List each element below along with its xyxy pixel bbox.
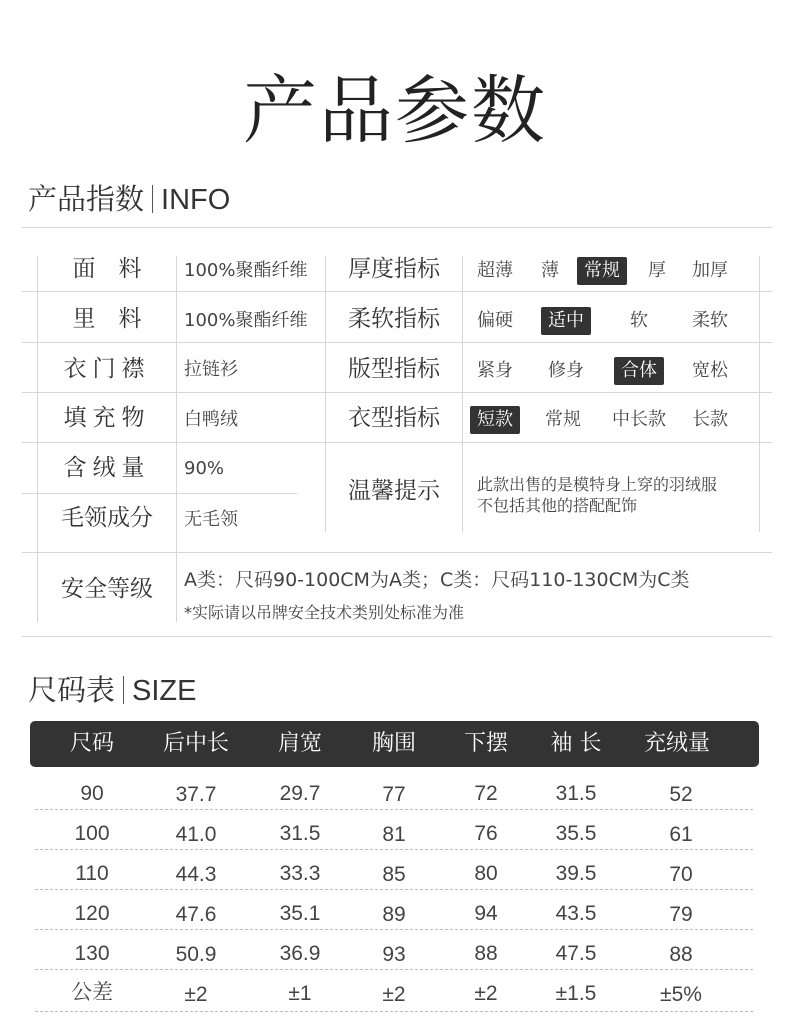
placket-value: 拉链衫 — [184, 359, 238, 380]
table-cell: 29.7 — [279, 782, 321, 805]
softness-option-selected: 适中 — [541, 307, 591, 335]
table-cell: 31.5 — [279, 822, 321, 845]
row-divider — [35, 849, 753, 850]
table-cell: 47.5 — [555, 942, 597, 965]
length-label: 衣型指标 — [348, 405, 440, 431]
size-heading-en: SIZE — [132, 675, 197, 707]
table-cell: 90 — [80, 782, 104, 805]
row-divider — [35, 809, 753, 810]
softness-label: 柔软指标 — [348, 306, 440, 332]
table-border-bottom — [22, 636, 772, 637]
row-divider — [35, 929, 753, 930]
table-cell: 公差 — [71, 981, 113, 1004]
size-section-heading — [28, 672, 196, 709]
collar-label: 毛领成分 — [61, 505, 153, 531]
thickness-option: 厚 — [648, 260, 666, 281]
filling-label: 填充物 — [63, 405, 151, 431]
tip-line-2: 不包括其他的搭配配饰 — [477, 496, 638, 515]
fit-option: 紧身 — [477, 360, 513, 381]
col-divider — [759, 256, 760, 532]
table-cell: 130 — [74, 942, 110, 965]
row-divider — [35, 889, 753, 890]
softness-option: 软 — [630, 310, 648, 331]
thickness-option: 加厚 — [692, 260, 728, 281]
softness-option: 柔软 — [692, 310, 728, 331]
size-heading-zh: 尺码表 — [28, 673, 116, 707]
column-header: 下摆 — [463, 731, 508, 756]
info-heading-en: INFO — [161, 184, 231, 216]
table-cell: 89 — [382, 903, 406, 926]
row-divider — [35, 969, 753, 970]
table-cell: 110 — [75, 862, 109, 885]
thickness-label: 厚度指标 — [348, 256, 440, 282]
table-cell: 70 — [669, 863, 693, 886]
table-border-top — [22, 227, 772, 228]
table-cell: 43.5 — [555, 902, 597, 925]
row-divider — [35, 1011, 753, 1012]
table-cell: 93 — [382, 943, 406, 966]
table-cell: 79 — [669, 903, 693, 926]
fill-amount-value: 90% — [184, 458, 225, 479]
column-header: 肩宽 — [277, 731, 322, 756]
column-header: 充绒量 — [643, 731, 710, 756]
length-option-selected: 短款 — [470, 406, 520, 434]
row-divider — [22, 342, 772, 343]
column-header: 袖 长 — [550, 731, 602, 756]
col-divider — [176, 256, 177, 622]
length-option: 常规 — [545, 409, 581, 430]
table-cell: 88 — [669, 943, 693, 966]
table-cell: 44.3 — [175, 863, 217, 886]
table-cell: ±1.5 — [555, 982, 597, 1005]
table-cell: 77 — [382, 783, 406, 806]
table-cell: ±5% — [660, 983, 702, 1006]
fabric-value: 100%聚酯纤维 — [184, 260, 308, 281]
thickness-option-selected: 常规 — [577, 257, 627, 285]
placket-label: 衣门襟 — [63, 356, 151, 382]
row-divider — [22, 392, 772, 393]
safety-label: 安全等级 — [61, 576, 153, 602]
table-cell: 41.0 — [175, 823, 217, 846]
filling-value: 白鸭绒 — [184, 409, 238, 430]
softness-option: 偏硬 — [477, 310, 513, 331]
table-cell: 85 — [382, 863, 406, 886]
table-cell: ±1 — [288, 982, 312, 1005]
col-divider — [462, 256, 463, 532]
table-cell: 35.5 — [555, 822, 597, 845]
table-cell: ±2 — [382, 983, 406, 1006]
table-cell: 37.7 — [175, 783, 217, 806]
row-divider — [22, 291, 772, 292]
row-divider — [22, 442, 772, 443]
table-cell: 31.5 — [555, 782, 597, 805]
table-cell: 94 — [474, 902, 498, 925]
row-divider — [22, 493, 297, 494]
fit-label: 版型指标 — [348, 356, 440, 382]
table-cell: 61 — [669, 823, 693, 846]
page-title: 产品参数 — [243, 68, 547, 154]
column-header: 后中长 — [162, 731, 229, 756]
column-header: 胸围 — [371, 731, 416, 756]
table-cell: 39.5 — [555, 862, 597, 885]
thickness-option: 超薄 — [477, 260, 513, 281]
table-cell: 35.1 — [279, 902, 321, 925]
table-cell: ±2 — [184, 983, 208, 1006]
table-cell: 72 — [474, 782, 498, 805]
table-cell: 52 — [669, 783, 693, 806]
table-cell: ±2 — [474, 982, 498, 1005]
safety-note: *实际请以吊牌安全技术类别处标准为准 — [184, 603, 465, 622]
fit-option: 宽松 — [692, 360, 728, 381]
table-cell: 88 — [474, 942, 498, 965]
table-cell: 76 — [474, 822, 498, 845]
table-cell: 50.9 — [175, 943, 217, 966]
safety-value: A类：尺码90-100CM为A类；C类：尺码110-130CM为C类 — [184, 569, 690, 591]
thickness-option: 薄 — [541, 260, 559, 281]
table-cell: 81 — [382, 823, 406, 846]
size-table-header — [30, 721, 759, 767]
collar-value: 无毛领 — [184, 509, 238, 530]
length-option: 中长款 — [612, 409, 666, 430]
length-option: 长款 — [692, 409, 728, 430]
table-cell: 36.9 — [279, 942, 321, 965]
tip-label: 温馨提示 — [348, 478, 440, 504]
fit-option: 修身 — [548, 360, 584, 381]
fabric-label: 面 料 — [72, 256, 142, 282]
lining-label: 里 料 — [72, 306, 142, 332]
table-cell: 120 — [74, 902, 110, 925]
heading-divider — [123, 676, 124, 704]
lining-value: 100%聚酯纤维 — [184, 310, 308, 331]
table-cell: 47.6 — [175, 903, 217, 926]
fit-option-selected: 合体 — [614, 357, 664, 385]
info-heading-zh: 产品指数 — [28, 182, 145, 216]
row-divider — [22, 552, 772, 553]
table-cell: 33.3 — [279, 862, 321, 885]
heading-divider — [152, 185, 153, 213]
column-header: 尺码 — [69, 731, 114, 756]
fill-amount-label: 含绒量 — [63, 455, 151, 481]
table-cell: 100 — [74, 822, 110, 845]
info-section-heading — [28, 181, 230, 218]
tip-line-1: 此款出售的是模特身上穿的羽绒服 — [477, 475, 718, 494]
table-cell: 80 — [474, 862, 498, 885]
